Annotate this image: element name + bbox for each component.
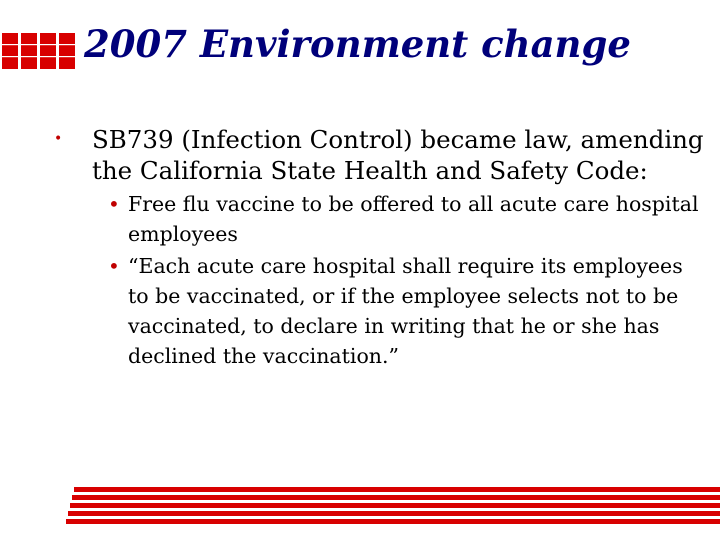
bullet-text: SB739 (Infection Control) became law, amending the California State Health and Safety Code:: [92, 125, 704, 185]
bottom-red-stripes: [66, 487, 720, 531]
bullet-dot-icon: •: [108, 192, 120, 216]
sub-bullet-list: [108, 189, 708, 371]
bullet-list: [54, 124, 704, 373]
sub-bullet-item: [108, 251, 708, 371]
sub-bullet-text: Free flu vaccine to be offered to all acute care hospital employees: [128, 192, 699, 246]
sub-bullet-item: [108, 189, 708, 249]
bullet-item: [54, 124, 704, 186]
red-bars-logo: [2, 33, 76, 69]
sub-bullet-text: “Each acute care hospital shall require its employees to be vaccinated, or if the employee selects not to be vaccinated, to declare in writing that he or she has declined the vaccination.”: [128, 254, 683, 368]
bullet-dot-icon: •: [54, 131, 63, 147]
slide-title: 2007 Environment change: [84, 22, 631, 66]
bullet-dot-icon: •: [108, 254, 120, 278]
